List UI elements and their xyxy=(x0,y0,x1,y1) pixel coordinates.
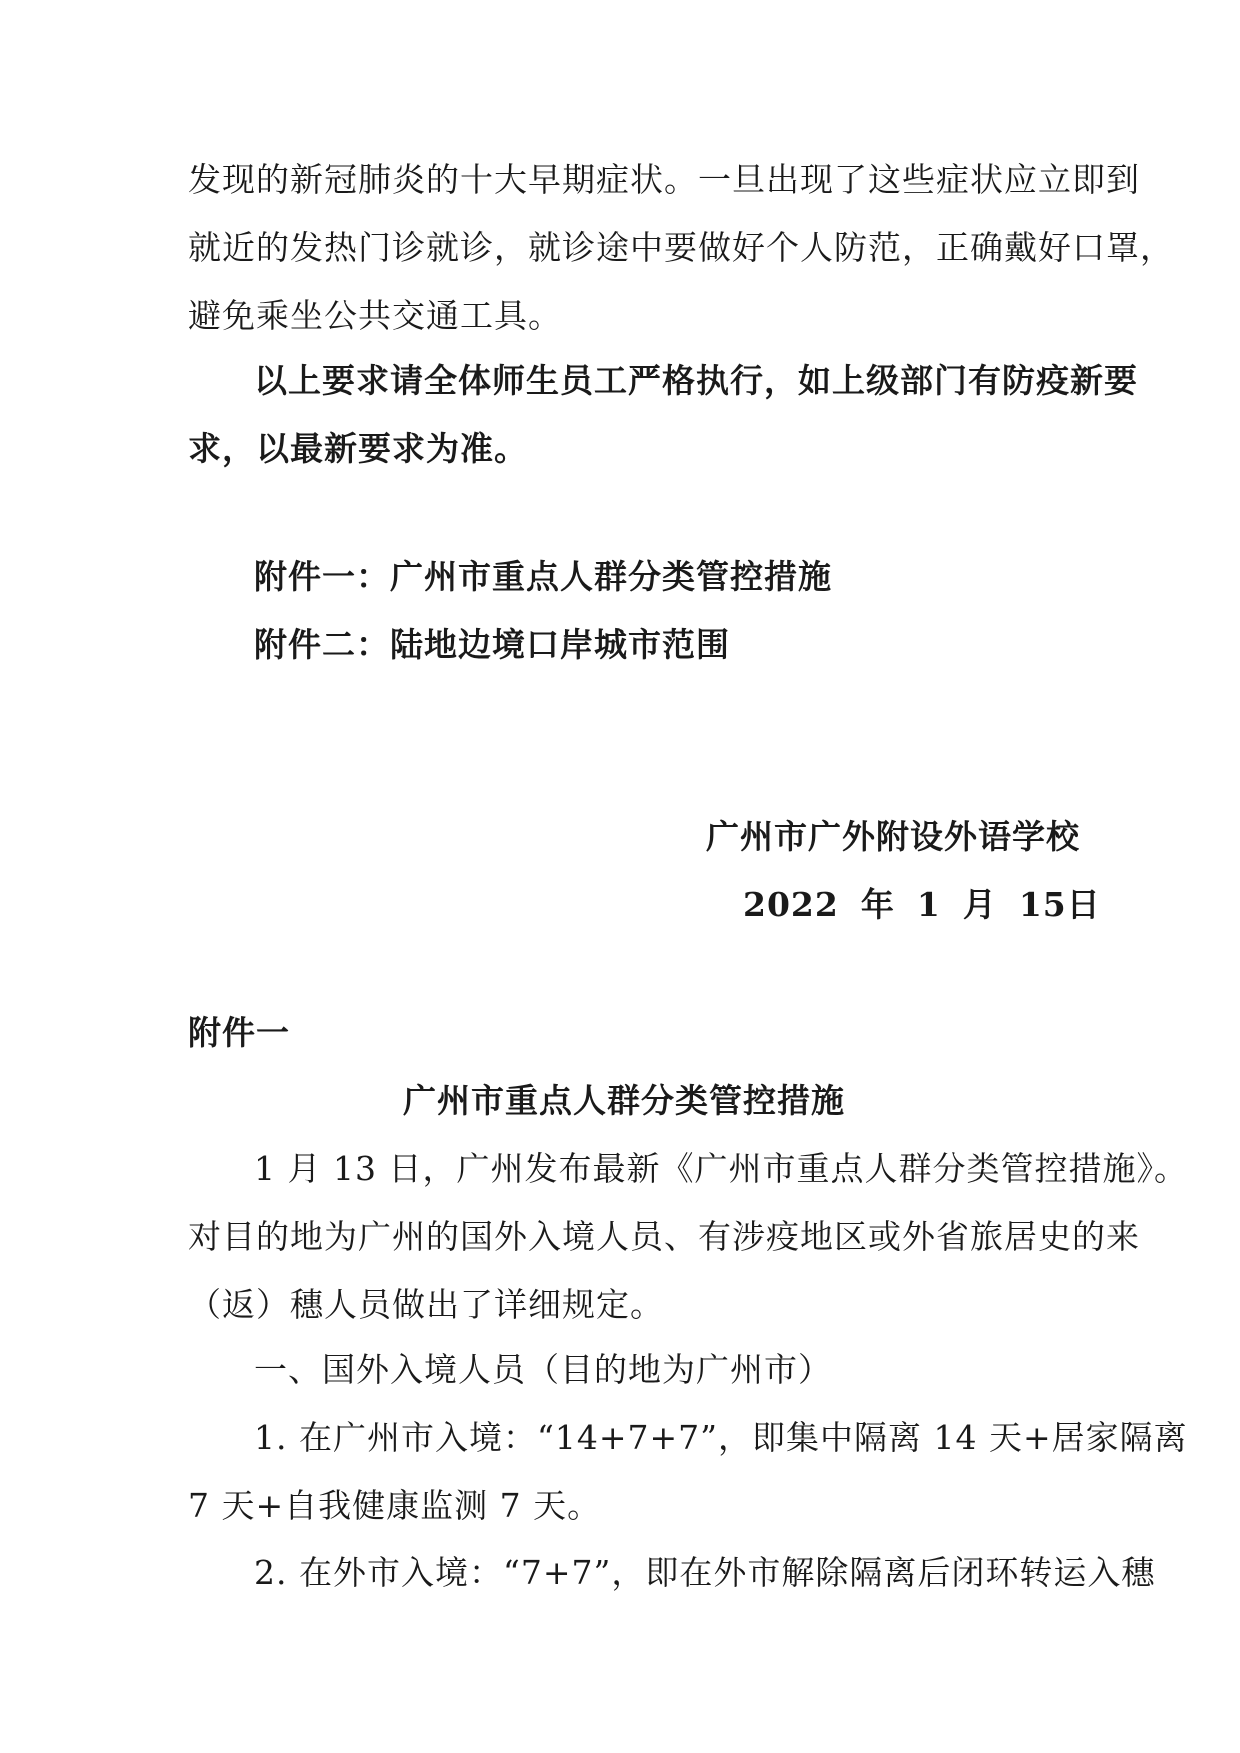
appendix-intro-line-2: 对目的地为广州的国外入境人员、有涉疫地区或外省旅居史的来 xyxy=(188,1217,1140,1256)
section1-heading: 一、国外入境人员（目的地为广州市） xyxy=(254,1350,832,1389)
date-year: 2022 xyxy=(743,885,839,924)
date-year-unit: 年 xyxy=(860,885,895,924)
appendix-label: 附件一 xyxy=(188,1013,290,1052)
date-day: 15日 xyxy=(1018,885,1101,924)
attachment-item-1: 附件一：广州市重点人群分类管控措施 xyxy=(254,557,832,596)
appendix-title: 广州市重点人群分类管控措施 xyxy=(403,1081,845,1120)
closing-line-2: 就近的发热门诊就诊，就诊途中要做好个人防范，正确戴好口罩， xyxy=(188,228,1174,267)
notice-line-1: 以上要求请全体师生员工严格执行，如上级部门有防疫新要 xyxy=(254,361,1138,400)
closing-line-3: 避免乘坐公共交通工具。 xyxy=(188,296,562,335)
appendix-intro-line-3: （返）穗人员做出了详细规定。 xyxy=(188,1285,664,1324)
appendix-intro-line-1: 1 月 13 日，广州发布最新《广州市重点人群分类管控措施》。 xyxy=(254,1149,1188,1188)
attachment-item-2: 附件二：陆地边境口岸城市范围 xyxy=(254,625,730,664)
signature-org: 广州市广外附设外语学校 xyxy=(706,817,1080,856)
item1-line-1: 1. 在广州市入境：“14+7+7”，即集中隔离 14 天+居家隔离 xyxy=(254,1418,1188,1457)
signature-date xyxy=(743,885,1101,925)
date-month: 1 xyxy=(916,885,941,924)
item2-line-1: 2. 在外市入境：“7+7”，即在外市解除隔离后闭环转运入穗 xyxy=(254,1553,1156,1592)
item1-line-2: 7 天+自我健康监测 7 天。 xyxy=(188,1486,602,1525)
date-month-unit: 月 xyxy=(962,885,997,924)
notice-line-2: 求，以最新要求为准。 xyxy=(188,429,528,468)
closing-line-1: 发现的新冠肺炎的十大早期症状。一旦出现了这些症状应立即到 xyxy=(188,160,1140,199)
